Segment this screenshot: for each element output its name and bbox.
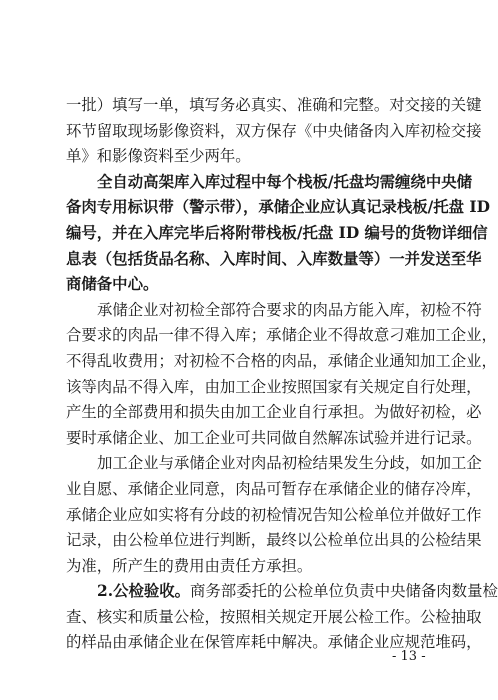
text-line: 环节留取现场影像资料，双方保存《中央储备肉入库初检交接 [66, 121, 482, 140]
text-line: 编号，并在入库完毕后将附带栈板/托盘 ID 编号的货物详细信 [66, 223, 488, 242]
text-line: 承储企业应如实将有分歧的初检情况告知公检单位并做好工作 [66, 505, 482, 524]
text-line [66, 579, 498, 605]
text-line: 承储企业对初检全部符合要求的肉品方能入库，初检不符 [97, 300, 482, 319]
text-line: 记录，由公检单位进行判断，最终以公检单位出具的公检结果 [66, 531, 482, 550]
paragraph-5 [66, 579, 498, 656]
text-line: 的样品由承储企业在保管库耗中解决。承储企业应规范堆码， [66, 633, 482, 652]
text-line: 一批）填写一单，填写务必真实、准确和完整。对交接的关键 [66, 96, 482, 114]
text-line: 商储备中心。 [66, 275, 159, 294]
text-line: 不得乱收费用；对初检不合格的肉品，承储企业通知加工企业， [66, 351, 497, 370]
text-line: 要时承储企业、加工企业可共同做自然解冻试验并进行记录。 [66, 428, 482, 447]
paragraph-1 [66, 93, 482, 170]
text-line: 加工企业与承储企业对肉品初检结果发生分歧，如加工企 [97, 454, 482, 473]
text-line: 备肉专用标识带（警示带），承储企业应认真记录栈板/托盘 ID [66, 198, 490, 217]
page-number: - 13 - [392, 649, 426, 664]
text-line: 合要求的肉品一律不得入库；承储企业不得故意刁难加工企业， [66, 326, 497, 345]
body-text [66, 93, 498, 656]
text-line: 全自动高架库入库过程中每个栈板/托盘均需缠绕中央储 [97, 172, 472, 191]
text-line: 单》和影像资料至少两年。 [66, 147, 251, 166]
text-span: 商务部委托的公检单位负责中央储备肉数量检 [190, 582, 498, 601]
paragraph-3 [66, 298, 497, 452]
text-line: 业自愿、承储企业同意，肉品可暂存在承储企业的储存冷库， [66, 479, 482, 498]
text-line: 息表（包括货品名称、入库时间、入库数量等）一并发送至华 [66, 249, 482, 268]
text-line: 该等肉品不得入库，由加工企业按照国家有关规定自行处理， [66, 377, 482, 396]
paragraph-4 [66, 451, 482, 579]
text-line: 为准，所产生的费用由责任方承担。 [66, 556, 313, 575]
paragraph-2 [66, 170, 490, 298]
text-line: 查、核实和质量公检，按照相关规定开展公检工作。公检抽取 [66, 607, 482, 626]
text-line: 产生的全部费用和损失由加工企业自行承担。为做好初检，必 [66, 403, 482, 422]
section-heading: 2.公检验收。 [97, 582, 191, 601]
